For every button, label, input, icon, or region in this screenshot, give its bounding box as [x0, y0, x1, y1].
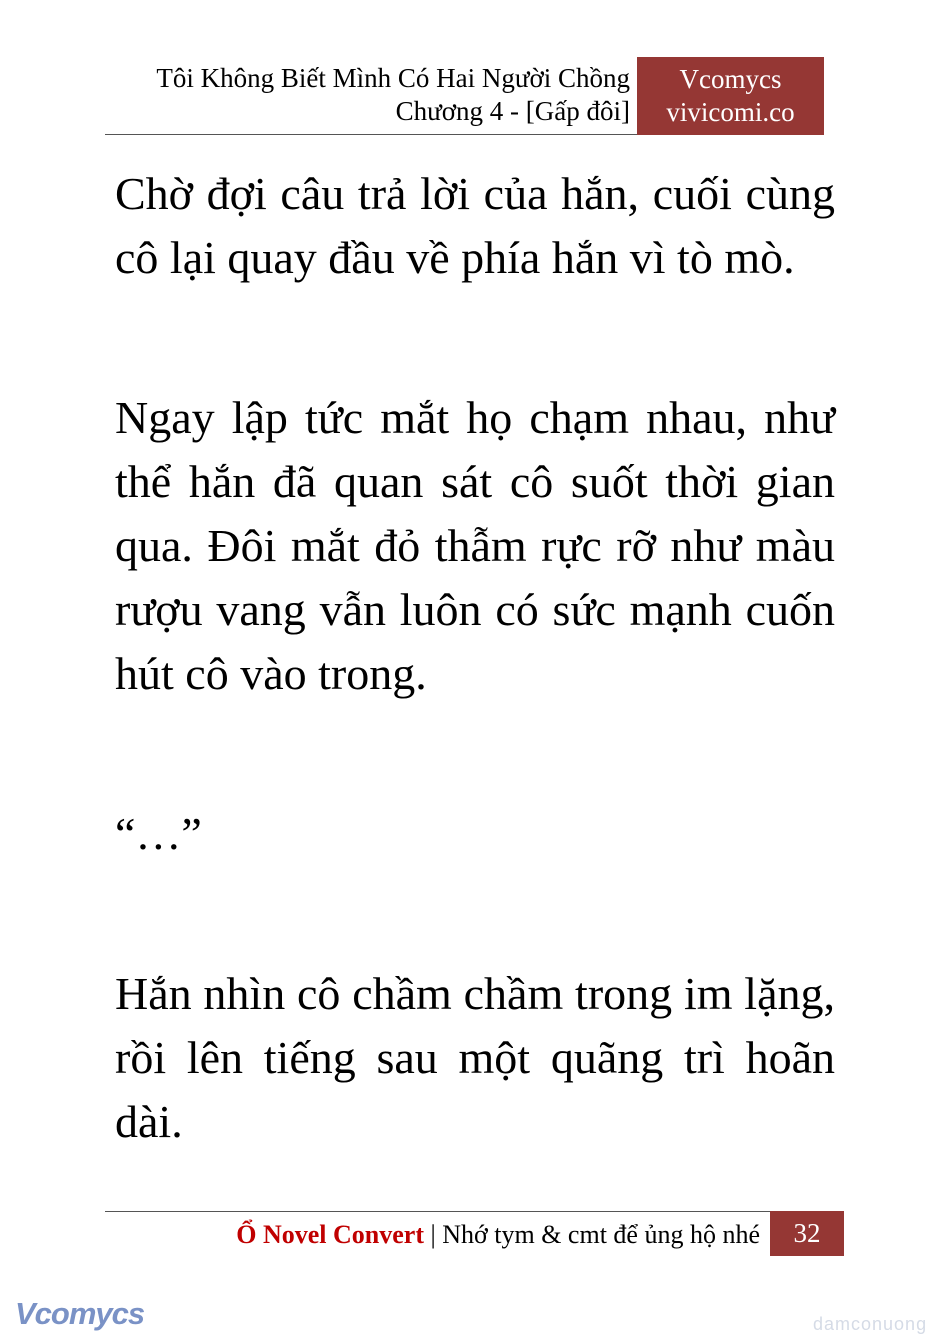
- publisher-site: vivicomi.co: [666, 97, 795, 127]
- paragraph: “…”: [115, 808, 202, 859]
- paragraph: Hắn nhìn cô chầm chầm trong im lặng, rồi lên tiếng sau một quãng trì hoãn dài.: [115, 968, 835, 1147]
- paragraph: Chờ đợi câu trả lời của hắn, cuối cùng cô lại quay đầu về phía hắn vì tò mò.: [115, 168, 835, 283]
- publisher-badge: [637, 57, 824, 135]
- publisher-name: Vcomycs: [679, 64, 782, 94]
- page-header: [105, 62, 630, 128]
- chapter-text: [115, 162, 835, 1154]
- paragraph: Ngay lập tức mắt họ chạm nhau, như thể hắn đã quan sát cô suốt thời gian qua. Đôi mắt đỏ thẫm rực rỡ như màu rượu vang vẫn luôn có sức mạnh cuốn hút cô vào trong.: [115, 392, 835, 699]
- footer-brand: Ổ Novel Convert: [236, 1220, 425, 1249]
- page-footer: [105, 1219, 760, 1251]
- header-divider: [105, 134, 637, 135]
- chapter-title: Chương 4 - [Gấp đôi]: [395, 96, 630, 126]
- footer-divider: [105, 1211, 770, 1212]
- footer-message: Nhớ tym & cmt để ủng hộ nhé: [442, 1220, 760, 1249]
- vcomycs-logo: Vcomycs: [15, 1296, 145, 1331]
- footer-separator: |: [424, 1220, 443, 1249]
- site-watermark: damconuong: [813, 1314, 928, 1334]
- page-number: 32: [770, 1211, 844, 1256]
- book-title: Tôi Không Biết Mình Có Hai Người Chồng: [156, 63, 630, 93]
